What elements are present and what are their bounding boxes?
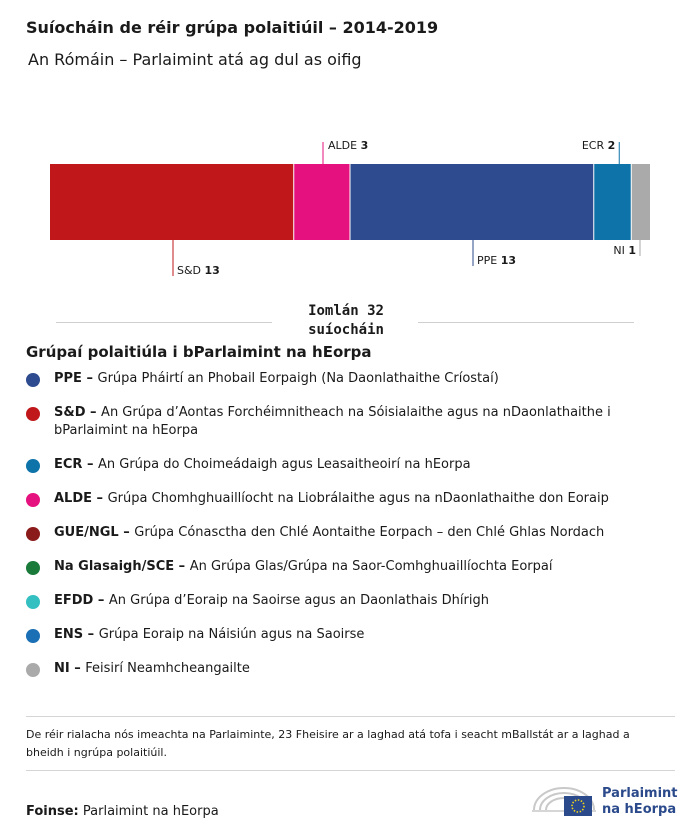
footer-divider-bottom bbox=[26, 770, 675, 771]
legend-dot-icon bbox=[26, 561, 40, 575]
legend-desc: Grúpa Chomhghuaillíocht na Liobrálaithe agus na nDaonlathaithe don Eoraip bbox=[107, 491, 609, 506]
legend-dot-icon bbox=[26, 407, 40, 421]
legend bbox=[26, 370, 671, 694]
total-divider-left bbox=[56, 322, 272, 323]
legend-dot-icon bbox=[26, 493, 40, 507]
source-value: Parlaimint na hEorpa bbox=[82, 804, 219, 819]
segment-label: ALDE 3 bbox=[328, 139, 369, 152]
legend-item bbox=[26, 370, 671, 388]
footnote: De réir rialacha nós imeachta na Parlaiminte, 23 Fheisire ar a laghad atá tofa i seacht mBallstát ar a laghad a bheidh i ngrúpa polaitiúil. bbox=[26, 728, 630, 759]
hemicycle-flag-icon bbox=[530, 782, 600, 822]
segment-label: S&D 13 bbox=[177, 264, 220, 277]
bar-segment bbox=[50, 164, 294, 240]
legend-dot-icon bbox=[26, 629, 40, 643]
legend-dot-icon bbox=[26, 527, 40, 541]
legend-abbr: Na Glasaigh/SCE – bbox=[54, 559, 190, 574]
bar-segment bbox=[350, 164, 594, 240]
bar-segment bbox=[631, 164, 650, 240]
legend-abbr: PPE – bbox=[54, 371, 98, 386]
legend-dot-icon bbox=[26, 595, 40, 609]
bar-segment bbox=[294, 164, 350, 240]
legend-item bbox=[26, 626, 671, 644]
legend-item bbox=[26, 592, 671, 610]
legend-desc: Grúpa Cónasctha den Chlé Aontaithe Eorpach – den Chlé Ghlas Nordach bbox=[134, 525, 605, 540]
legend-dot-icon bbox=[26, 663, 40, 677]
logo-line-1: Parlaimint bbox=[602, 786, 678, 801]
legend-desc: An Grúpa Glas/Grúpa na Saor-Comhghuaillíochta Eorpaí bbox=[189, 559, 553, 574]
legend-desc: Feisirí Neamhcheangailte bbox=[85, 661, 250, 676]
legend-item bbox=[26, 490, 671, 508]
legend-desc: Grúpa Pháirtí an Phobail Eorpaigh (Na Daonlathaithe Críostaí) bbox=[97, 371, 499, 386]
legend-desc: An Grúpa d’Eoraip na Saoirse agus an Daonlathais Dhírigh bbox=[108, 593, 489, 608]
chart-title: Suíocháin de réir grúpa polaitiúil – 2014-2019 bbox=[26, 18, 439, 37]
legend-abbr: EFDD – bbox=[54, 593, 109, 608]
legend-abbr: ENS – bbox=[54, 627, 99, 642]
legend-title: Grúpaí polaitiúla i bParlaimint na hEorpa bbox=[26, 343, 372, 361]
footer-divider-top bbox=[26, 716, 675, 717]
legend-item bbox=[26, 660, 671, 678]
legend-dot-icon bbox=[26, 459, 40, 473]
legend-desc: Grúpa Eoraip na Náisiún agus na Saoirse bbox=[98, 627, 365, 642]
legend-abbr: ECR – bbox=[54, 457, 98, 472]
legend-item bbox=[26, 558, 671, 576]
seat-bar-chart bbox=[0, 130, 700, 290]
legend-item bbox=[26, 456, 671, 474]
legend-abbr: ALDE – bbox=[54, 491, 108, 506]
legend-desc: An Grúpa do Choimeádaigh agus Leasaitheoirí na hEorpa bbox=[97, 457, 471, 472]
segment-label: ECR 2 bbox=[581, 139, 616, 152]
legend-item bbox=[26, 404, 671, 440]
total-divider-right bbox=[418, 322, 634, 323]
legend-desc: An Grúpa d’Aontas Forchéimnitheach na Sóisialaithe agus na nDaonlathaithe i bParlaimint na hEorpa bbox=[54, 405, 611, 438]
legend-abbr: GUE/NGL – bbox=[54, 525, 135, 540]
logo-line-2: na hEorpa bbox=[602, 802, 677, 817]
source-label: Foinse: bbox=[26, 804, 79, 819]
segment-label: NI 1 bbox=[613, 244, 636, 257]
source bbox=[26, 804, 219, 819]
bar-segment bbox=[594, 164, 632, 240]
legend-abbr: NI – bbox=[54, 661, 86, 676]
legend-item bbox=[26, 524, 671, 542]
total-seats: Iomlán 32 suíocháin bbox=[308, 303, 384, 338]
legend-dot-icon bbox=[26, 373, 40, 387]
chart-subtitle: An Rómáin – Parlaimint atá ag dul as oifig bbox=[28, 50, 362, 69]
segment-label: PPE 13 bbox=[477, 254, 517, 267]
ep-logo bbox=[530, 782, 680, 822]
legend-abbr: S&D – bbox=[54, 405, 102, 420]
